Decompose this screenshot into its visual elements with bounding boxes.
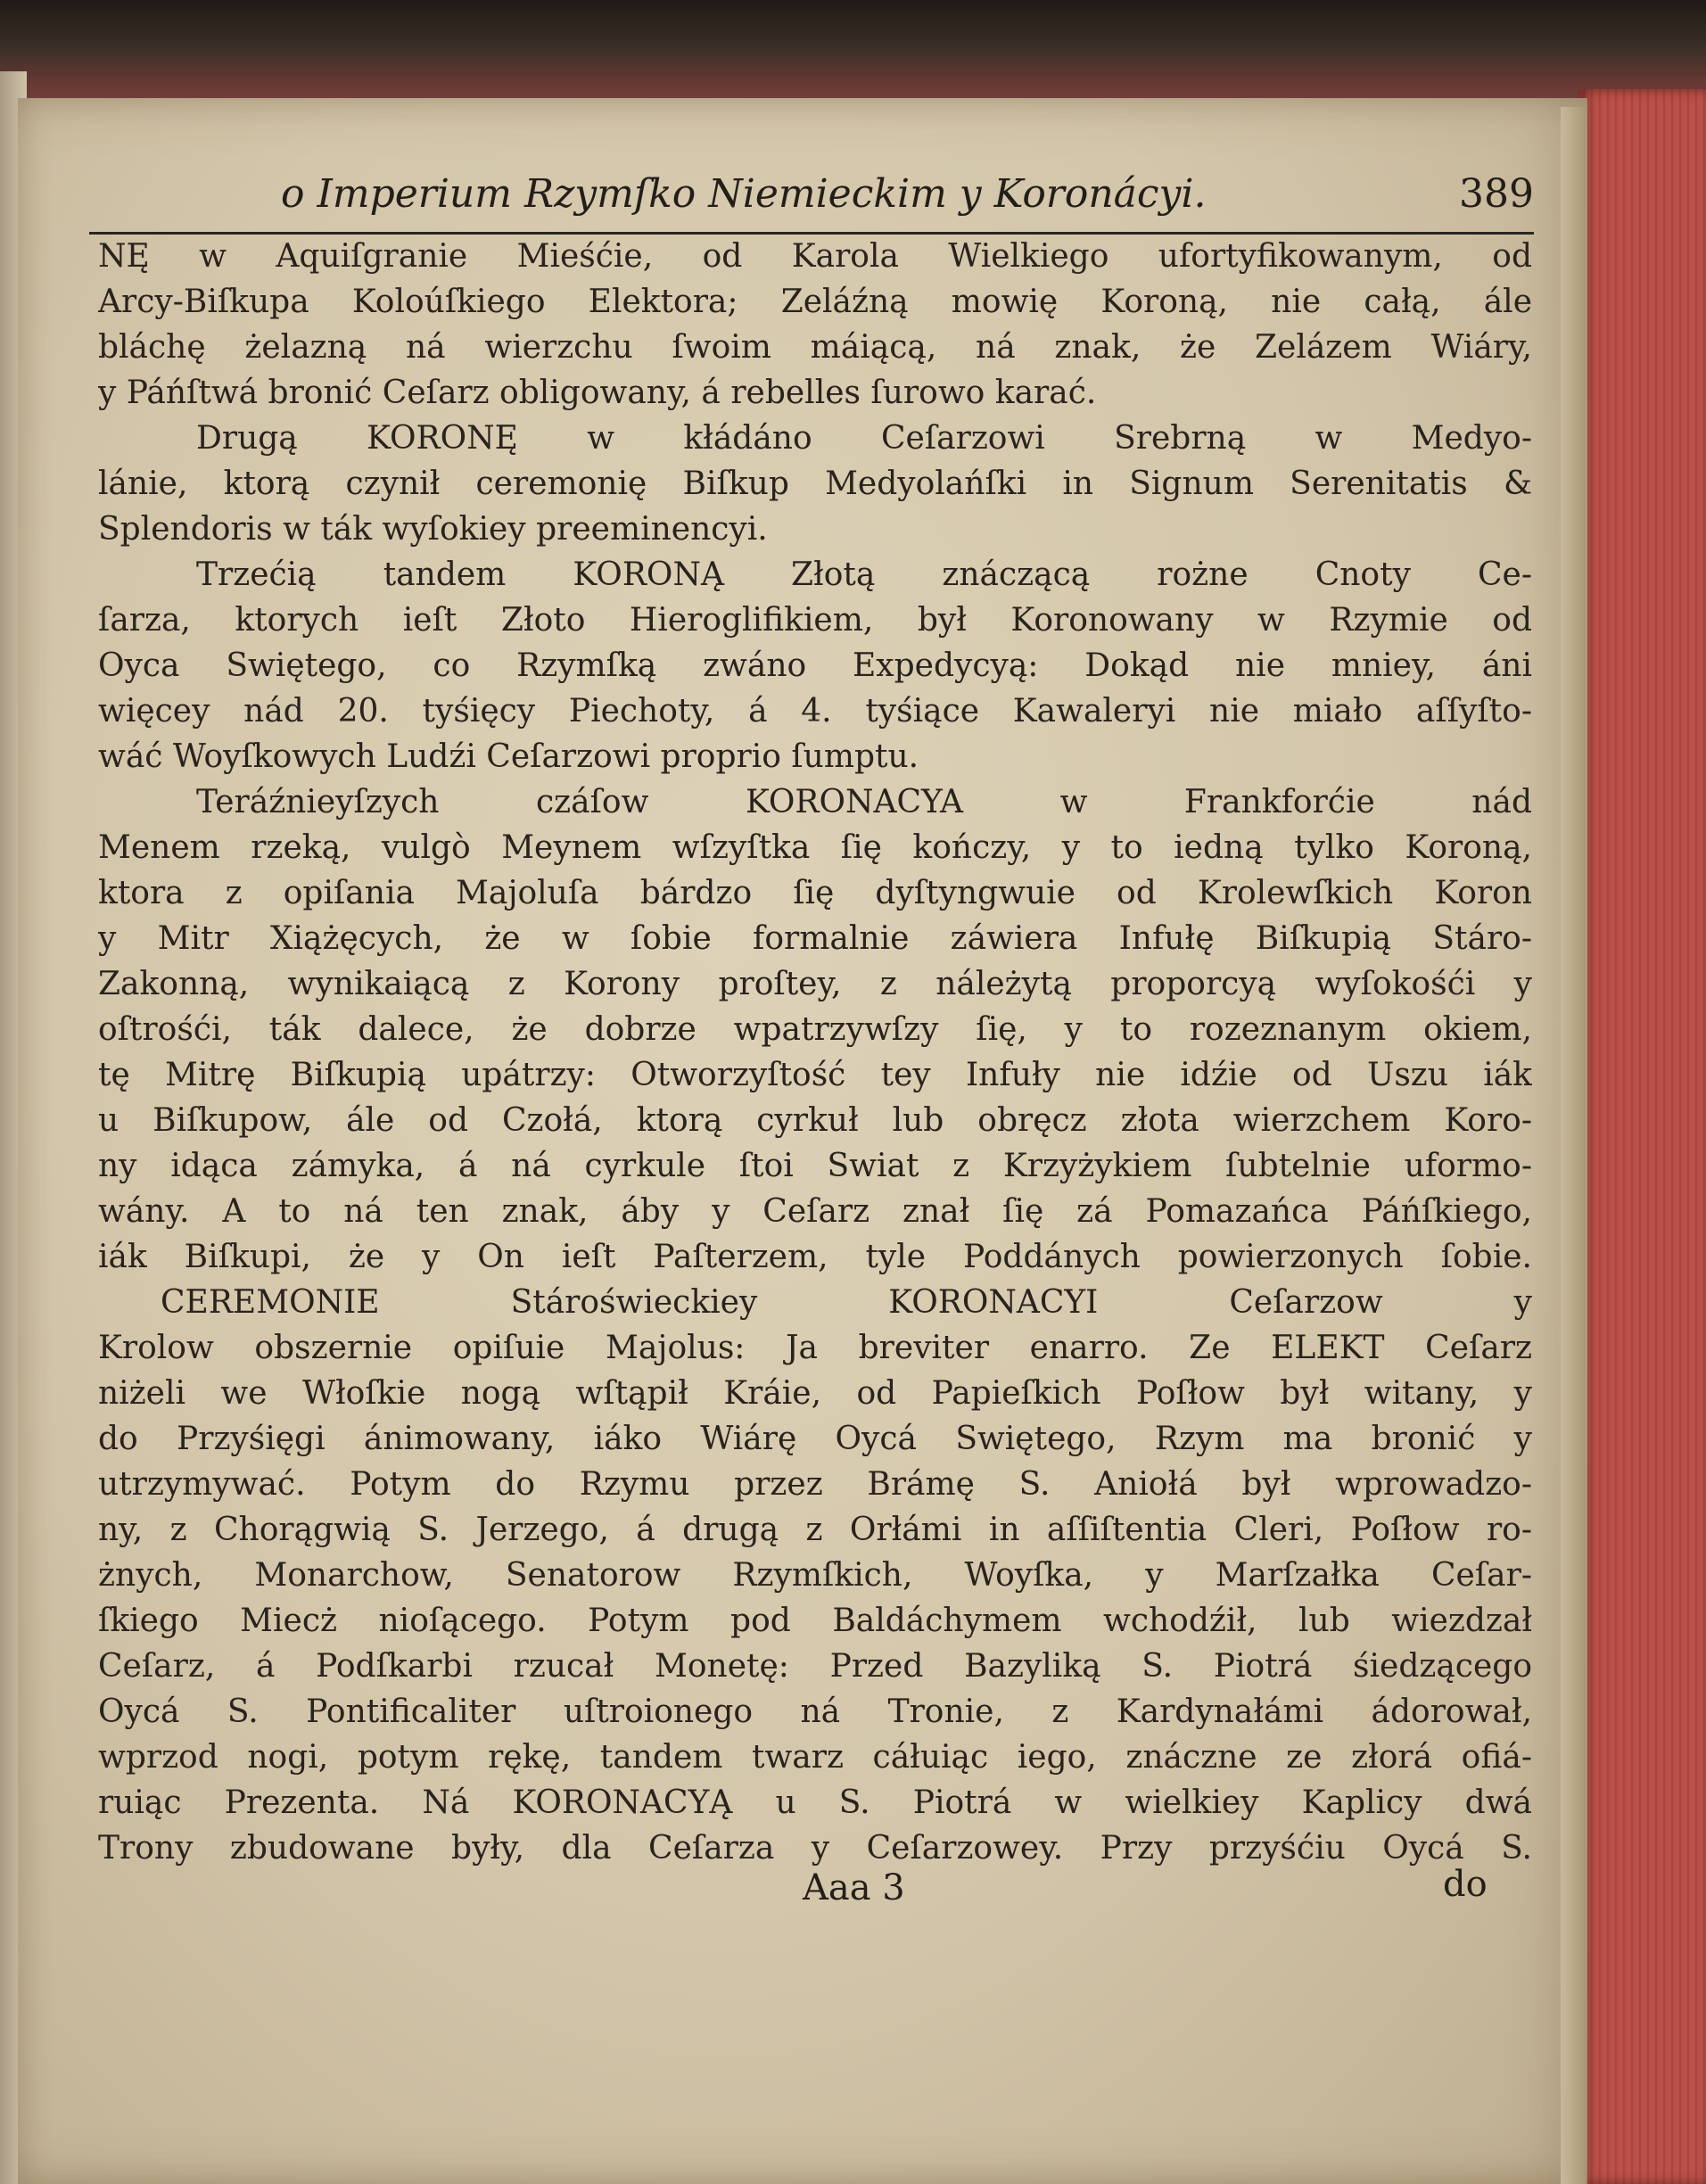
text-line: Trony zbudowane były, dla Ceſarza y Ceſarzowey. Przy przyśćiu Oycá S. <box>98 1830 1532 1867</box>
text-line: ktora z opiſania Majoluſa bárdzo ſię dyſtyngwuie od Krolewſkich Koron <box>98 875 1532 911</box>
text-line: Krolow obszernie opiſuie Majolus: Ja breviter enarro. Ze ELEKT Ceſarz <box>98 1330 1532 1366</box>
text-line: ny idąca zámyka, á ná cyrkule ſtoi Swiat z Krzyżykiem ſubtelnie uformo- <box>98 1148 1532 1184</box>
text-line: Zakonną, wynikaiącą z Korony proſtey, z náleżytą proporcyą wyſokośći y <box>98 966 1532 1002</box>
text-line: ruiąc Prezenta. Ná KORONACYĄ u S. Piotrá w wielkiey Kaplicy dwá <box>98 1784 1532 1821</box>
text-line: do Przyśięgi ánimowany, iáko Wiárę Oycá Swiętego, Rzym ma bronić y <box>98 1421 1532 1457</box>
text-line: Splendoris w ták wyſokiey preeminencyi. <box>98 511 768 548</box>
text-line: ſkiego Miecż nioſącego. Potym pod Baldáchymem wchodźił, lub wiezdzał <box>98 1603 1532 1639</box>
text-line: ſarza, ktorych ieſt Złoto Hieroglifikiem, był Koronowany w Rzymie od <box>98 602 1532 639</box>
text-line: żnych, Monarchow, Senatorow Rzymſkich, Woyſka, y Marſzałka Ceſar- <box>98 1557 1532 1594</box>
page-edge-shadow <box>1561 107 1586 2184</box>
text-line: Menem rzeką, vulgò Meynem wſzyſtka ſię kończy, y to iedną tylko Koroną, <box>98 829 1532 866</box>
signature-mark: Aaa 3 <box>803 1867 905 1908</box>
text-line: utrzymywać. Potym do Rzymu przez Brámę S. Aniołá był wprowadzo- <box>98 1466 1532 1503</box>
text-line: Drugą KORONĘ w kłádáno Ceſarzowi Srebrną w Medyo- <box>196 420 1532 457</box>
text-block <box>98 234 1532 1871</box>
text-line: bláchę żelazną ná wierzchu ſwoim máiącą, ná znak, że Zelázem Wiáry, <box>98 329 1532 366</box>
text-line: oſtrośći, ták dalece, że dobrze wpatrzywſzy ſię, y to rozeznanym okiem, <box>98 1011 1532 1048</box>
text-line: lánie, ktorą czynił ceremonię Biſkup Medyolańſki in Signum Serenitatis & <box>98 466 1532 502</box>
catchword: do <box>1443 1864 1488 1905</box>
text-line: Teráźnieyſzych czáſow KORONACYA w Frankforćie nád <box>196 784 1532 820</box>
text-line: Ceſarz, á Podſkarbi rzucał Monetę: Przed Bazyliką S. Piotrá śiedzącego <box>98 1648 1532 1685</box>
text-line: wáć Woyſkowych Ludźi Ceſarzowi proprio ſumptu. <box>98 738 919 775</box>
text-line: Trzećią tandem KORONĄ Złotą znáczącą rożne Cnoty Ce- <box>196 556 1532 593</box>
text-line: tę Mitrę Biſkupią upátrzy: Otworzyſtość tey Infuły nie idźie od Uszu iák <box>98 1057 1532 1093</box>
text-line: wprzod nogi, potym rękę, tandem twarz cáłuiąc iego, znáczne ze złorá ofiá- <box>98 1739 1532 1776</box>
running-head <box>89 169 1534 235</box>
text-line: iák Biſkupi, że y On ieſt Paſterzem, tyle Poddánych powierzonych ſobie. <box>98 1239 1532 1275</box>
text-line: Arcy-Biſkupa Koloúſkiego Elektora; Zeláźną mowię Koroną, nie całą, ále <box>98 284 1532 320</box>
page-number: 389 <box>1459 171 1534 217</box>
text-line: y Mitr Xiążęcych, że w ſobie formalnie záwiera Infułę Biſkupią Stáro- <box>98 920 1532 957</box>
text-line: y Páńſtwá bronić Ceſarz obligowany, á rebelles ſurowo karać. <box>98 375 1097 411</box>
text-line: Oyca Swiętego, co Rzymſką zwáno Expedycyą: Dokąd nie mniey, áni <box>98 647 1532 684</box>
text-line: wány. A to ná ten znak, áby y Ceſarz znał ſię zá Pomazańca Páńſkiego, <box>98 1193 1532 1230</box>
text-line: więcey nád 20. tyśięcy Piechoty, á 4. tyśiące Kawaleryi nie miało aſſyſto- <box>98 693 1532 729</box>
text-line: Oycá S. Pontificaliter uſtroionego ná Tronie, z Kardynałámi ádorował, <box>98 1694 1532 1730</box>
text-line: CEREMONIE Stároświeckiey KORONACYI Ceſarzow y <box>161 1284 1532 1321</box>
text-line: ny, z Chorągwią S. Jerzego, á drugą z Orłámi in aſſiſtentia Cleri, Poſłow ro- <box>98 1512 1532 1548</box>
text-line: u Biſkupow, ále od Czołá, ktorą cyrkuł lub obręcz złota wierzchem Koro- <box>98 1102 1532 1139</box>
text-line: niżeli we Włoſkie nogą wſtąpił Kráie, od Papieſkich Poſłow był witany, y <box>98 1375 1532 1412</box>
running-head-title: o Imperium Rzymſko Niemieckim y Koronácyi. <box>281 171 1207 217</box>
text-line: NĘ w Aquiſgranie Mieśćie, od Karola Wielkiego ufortyfikowanym, od <box>98 238 1532 275</box>
book-fore-edge <box>1578 89 1706 2184</box>
